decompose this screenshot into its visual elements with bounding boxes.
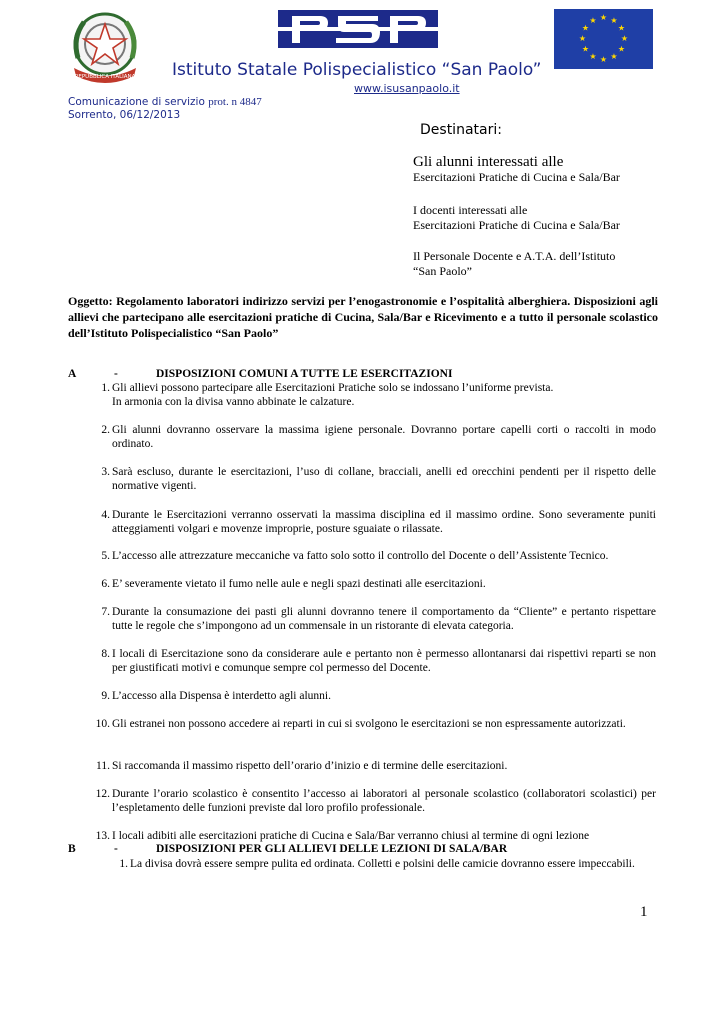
list-item (86, 381, 656, 409)
item-text: L’accesso alla Dispensa è interdetto agli alunni. (112, 690, 331, 702)
institute-name: Istituto Statale Polispecialistico “San Paolo” (172, 60, 542, 80)
item-number: 8. (101, 648, 110, 660)
recipient-line: Esercitazioni Pratiche di Cucina e Sala/Bar (413, 170, 620, 184)
item-text: Durante le Esercitazioni verranno osservati la massima disciplina ed il massimo ordine. Sono severamente puniti atteggiamenti volgari e movenze improprie, posture sguaiate o rilassate. (112, 509, 656, 535)
svg-text:★: ★ (617, 23, 626, 33)
section-heading-a (68, 368, 658, 380)
section-heading-b (68, 843, 658, 855)
svg-text:★: ★ (617, 44, 626, 54)
recipient-line: I docenti interessati alle (413, 203, 528, 217)
item-text: Gli allievi possono partecipare alle Esercitazioni Pratiche solo se indossano l’uniforme prevista. (112, 382, 554, 394)
recipient-group (413, 155, 683, 185)
institute-website-link[interactable]: www.isusanpaolo.it (354, 82, 460, 95)
recipient-line: Esercitazioni Pratiche di Cucina e Sala/Bar (413, 218, 620, 232)
communication-type: Comunicazione di servizio (68, 96, 205, 108)
item-number: 7. (101, 606, 110, 618)
list-item (86, 689, 656, 703)
emblem-ribbon-text: REPUBBLICA ITALIANA (74, 74, 136, 80)
item-text: Durante la consumazione dei pasti gli alunni dovranno tenere il comportamento da “Cliente” e pertanto rispettare tutte le regole che s’impongono ad un commensale in un ristorante di elevata categoria. (112, 606, 656, 632)
svg-text:★: ★ (599, 55, 608, 64)
item-number: 1. (119, 858, 128, 870)
svg-text:★: ★ (589, 52, 597, 61)
item-text: E’ severamente vietato il fumo nelle aule e negli spazi destinati alle esercitazioni. (112, 578, 486, 590)
section-dash: - (114, 368, 118, 380)
recipient-line: “San Paolo” (413, 264, 472, 278)
list-item (86, 717, 656, 731)
list-item (104, 857, 656, 871)
recipient-group (413, 249, 683, 279)
svg-text:★: ★ (610, 52, 618, 61)
item-number: 3. (101, 466, 110, 478)
item-text-extra: In armonia con la divisa vanno abbinate le calzature. (112, 396, 355, 408)
recipient-line-text: Gli alunni interessati alle (413, 154, 564, 170)
item-text: Sarà escluso, durante le esercitazioni, l’uso di collane, bracciali, anelli ed orecchini pendenti per il rispetto delle normative vigenti. (112, 466, 656, 492)
svg-text:★: ★ (620, 34, 629, 43)
svg-text:★: ★ (581, 23, 590, 33)
section-dash: - (114, 843, 118, 855)
section-title: DISPOSIZIONI COMUNI A TUTTE LE ESERCITAZIONI (156, 368, 453, 380)
item-number: 11. (96, 760, 110, 772)
section-letter: B (68, 843, 76, 855)
item-number: 2. (101, 424, 110, 436)
protocol-number: prot. n 4847 (208, 96, 262, 108)
recipient-line: Il Personale Docente e A.T.A. dell’Istituto (413, 249, 616, 263)
item-text: Gli alunni dovranno osservare la massima igiene personale. Dovranno portare capelli corti o raccolti in modo ordinato. (112, 424, 656, 450)
list-item (86, 549, 656, 563)
list-item (86, 465, 656, 493)
place-date: Sorrento, 06/12/2013 (68, 109, 181, 121)
item-number: 4. (101, 509, 110, 521)
recipient-line (413, 155, 683, 170)
section-title: DISPOSIZIONI PER GLI ALLIEVI DELLE LEZIONI DI SALA/BAR (156, 843, 508, 855)
item-number: 1. (101, 382, 110, 394)
list-item (86, 647, 656, 675)
item-number: 5. (101, 550, 110, 562)
item-text: La divisa dovrà essere sempre pulita ed ordinata. Colletti e polsini delle camicie dovranno essere impeccabili. (130, 858, 635, 870)
svg-text:★: ★ (578, 34, 587, 43)
recipient-group (413, 203, 683, 233)
item-number: 6. (101, 578, 110, 590)
svg-text:★: ★ (610, 16, 618, 25)
item-text: L’accesso alle attrezzature meccaniche va fatto solo sotto il controllo del Docente o dell’Assistente Tecnico. (112, 550, 609, 562)
list-item (86, 508, 656, 536)
page-number: 1 (640, 904, 648, 920)
recipients-title: Destinatari: (420, 122, 502, 138)
list-item (86, 605, 656, 633)
section-letter: A (68, 368, 77, 380)
svg-text:★: ★ (589, 16, 597, 25)
item-text: Durante l’orario scolastico è consentito l’accesso ai laboratori al personale scolastico (collaboratori scolastici) per l’espletamento delle funzioni previste dal loro profilo professionale. (112, 788, 656, 814)
list-item (86, 577, 656, 591)
item-text: Si raccomanda il massimo rispetto dell’orario d’inizio e di termine delle esercitazioni. (112, 760, 508, 772)
item-number: 10. (95, 718, 110, 730)
list-item (86, 759, 656, 773)
subject-paragraph: Oggetto: Regolamento laboratori indirizzo servizi per l’enogastronomie e l’ospitalità alberghiera. Disposizioni agli allievi che partecipano alle esercitazioni pratiche di Cucina, Sala/Bar e Ricevimento e a tutto il personale scolastico dell’Istituto Polispecialistico “San Paolo” (68, 294, 658, 340)
communication-line (68, 96, 262, 108)
eu-flag (554, 9, 653, 69)
svg-text:★: ★ (581, 44, 590, 54)
item-number: 9. (101, 690, 110, 702)
item-text: I locali adibiti alle esercitazioni pratiche di Cucina e Sala/Bar verranno chiusi al termine di ogni lezione (112, 830, 590, 842)
list-item (86, 829, 656, 843)
list-item (86, 787, 656, 815)
item-text: Gli estranei non possono accedere ai reparti in cui si svolgono le esercitazioni se non espressamente autorizzati. (112, 718, 626, 730)
italian-republic-emblem (66, 8, 144, 86)
item-text: I locali di Esercitazione sono da considerare aule e pertanto non è permesso allontanarsi dai rispettivi reparti se non per giustificati motivi e comunque sempre col permesso del Docente. (112, 648, 656, 674)
psp-school-logo (278, 10, 438, 48)
list-item (86, 423, 656, 451)
svg-text:★: ★ (599, 13, 608, 22)
item-number: 13. (95, 830, 110, 842)
item-number: 12. (95, 788, 110, 800)
psp-logo-text: PSP (358, 46, 360, 47)
